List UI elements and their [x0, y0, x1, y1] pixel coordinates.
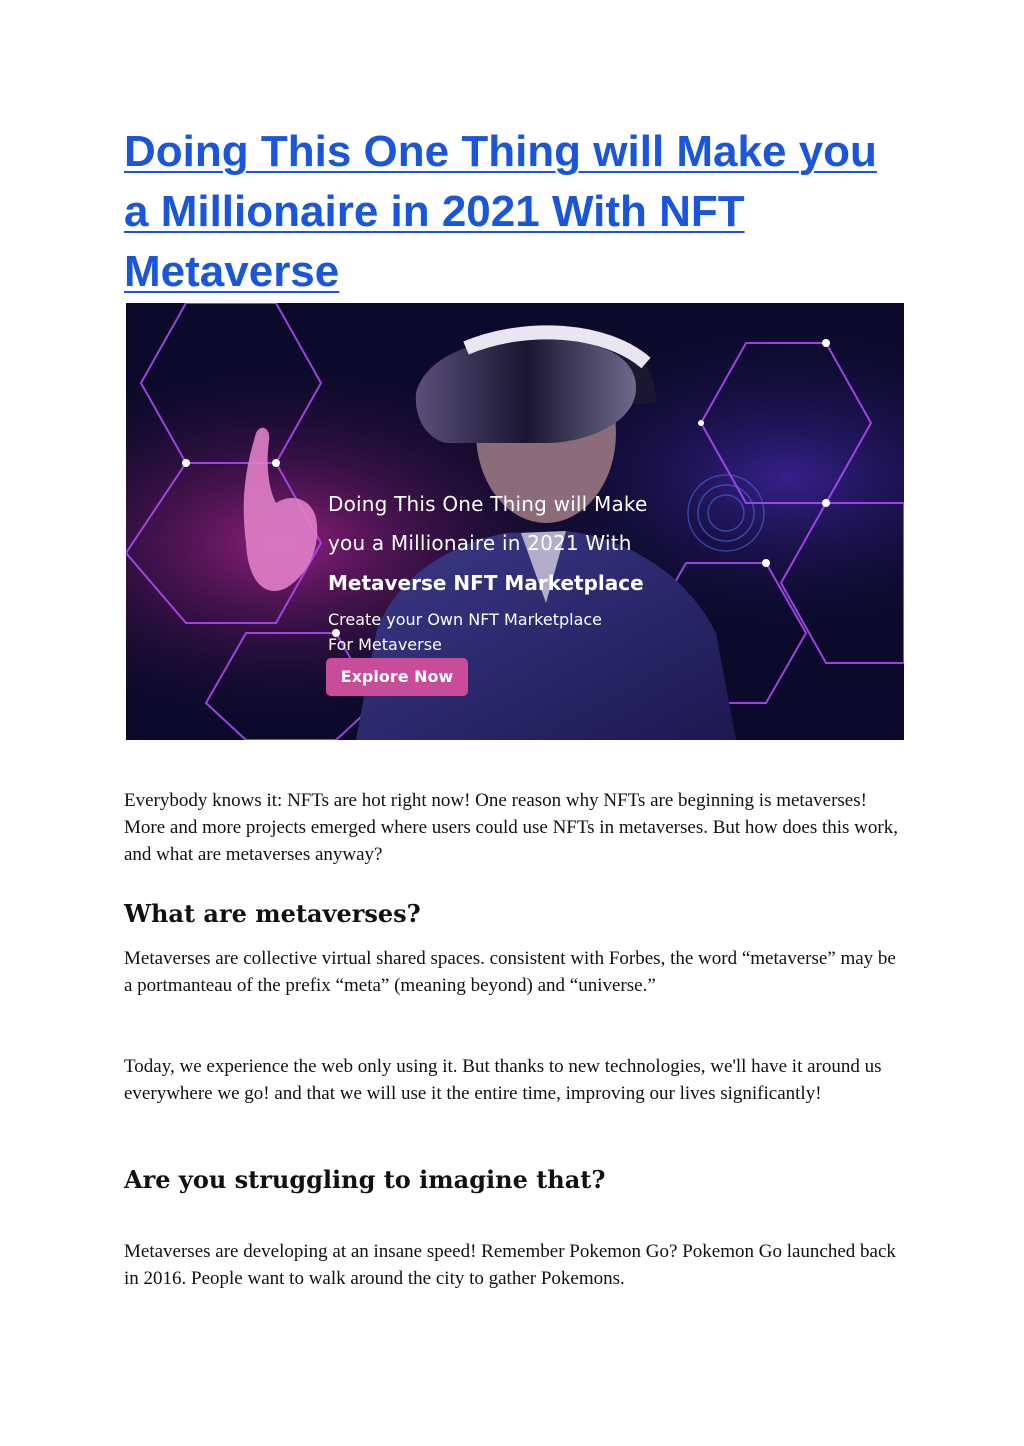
banner-headline-bold: Metaverse NFT Marketplace: [328, 571, 644, 595]
hero-banner-image: [126, 303, 904, 740]
section-heading-imagine: Are you struggling to imagine that?: [124, 1165, 606, 1194]
web-experience-paragraph: Today, we experience the web only using it. But thanks to new technologies, we'll have it around us everywhere we go! and that we will use it the entire time, improving our lives significantly!: [124, 1056, 882, 1104]
page-title-link[interactable]: Doing This One Thing will Make you a Millionaire in 2021 With NFT Metaverse: [124, 127, 877, 296]
banner-headline-line: you a Millionaire in 2021 With: [328, 531, 632, 555]
banner-headline-line: Doing This One Thing will Make: [328, 492, 648, 516]
banner-subtitle-line: Create your Own NFT Marketplace: [328, 610, 603, 629]
pokemon-go-paragraph: Metaverses are developing at an insane speed! Remember Pokemon Go? Pokemon Go launched back in 2016. People want to walk around the city to gather Pokemons.: [124, 1241, 896, 1289]
metaverse-definition-paragraph: Metaverses are collective virtual shared spaces. consistent with Forbes, the word “metaverse” may be a portmanteau of the prefix “meta” (meaning beyond) and “universe.”: [124, 948, 896, 996]
banner-subtitle-line: For Metaverse: [328, 635, 442, 654]
intro-paragraph: Everybody knows it: NFTs are hot right now! One reason why NFTs are beginning is metaverses! More and more projects emerged where users could use NFTs in metaverses. But how does this work, and what are metaverses anyway?: [124, 790, 898, 865]
banner-headline-block: [328, 485, 647, 657]
explore-now-button: Explore Now: [326, 658, 468, 696]
section-heading-what-are-metaverses: What are metaverses?: [124, 899, 421, 928]
